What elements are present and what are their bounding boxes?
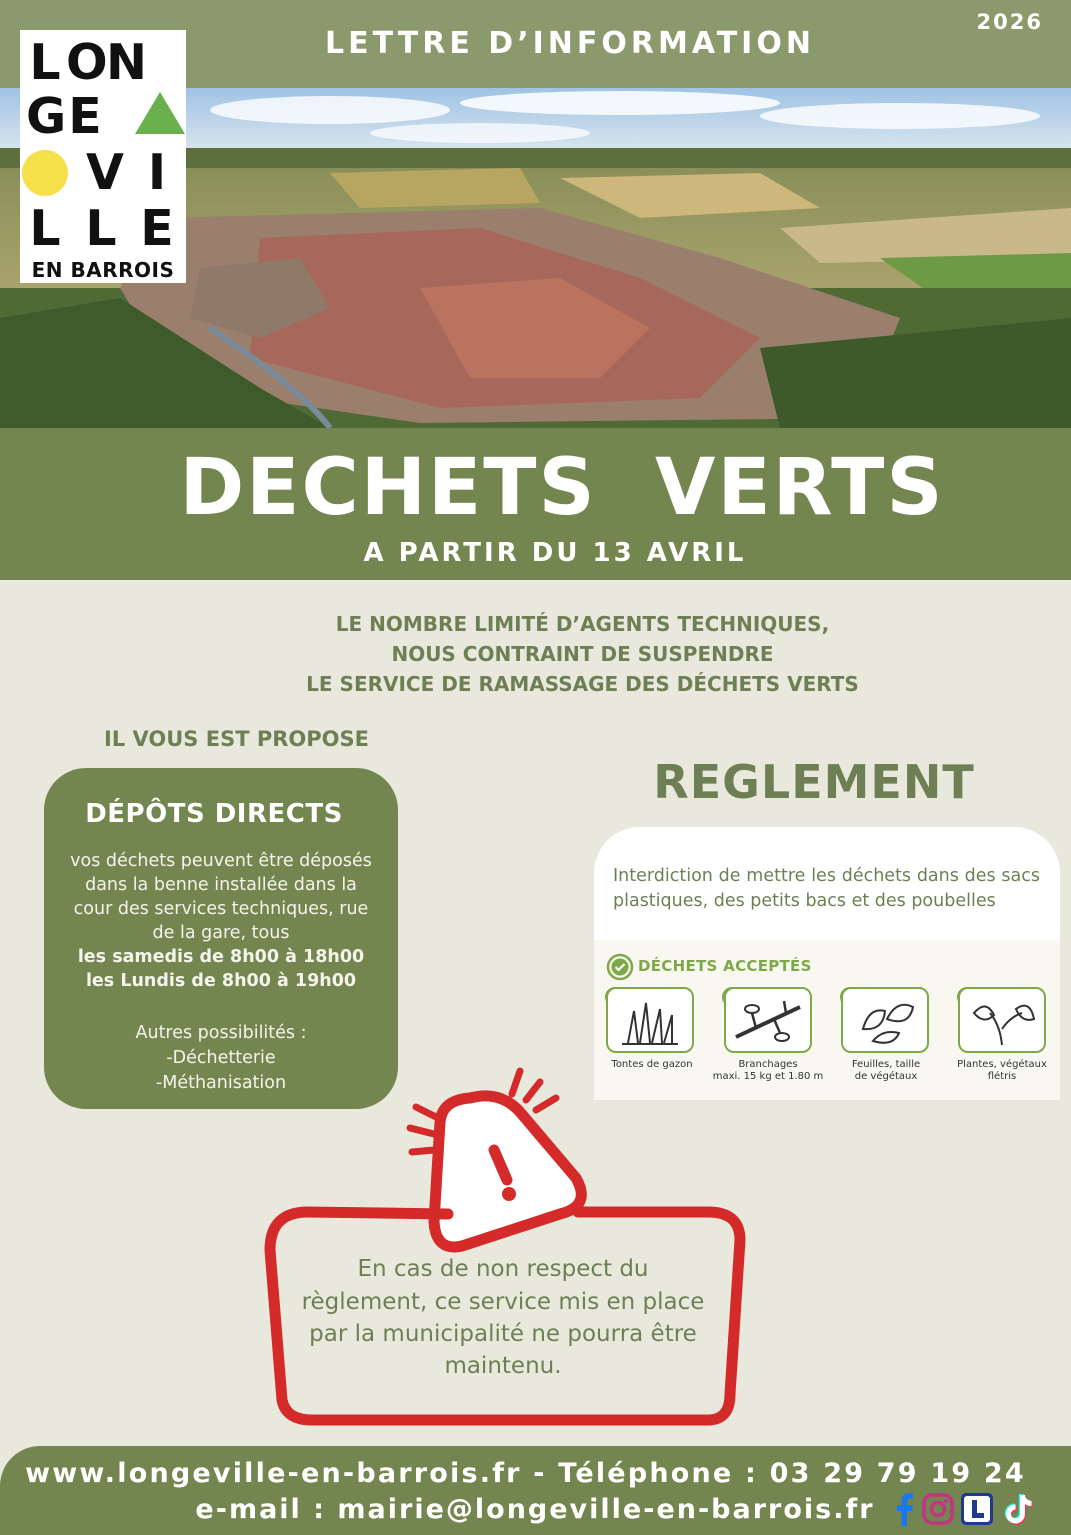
deposit-text-line: de la gare, tous [152, 923, 290, 943]
logo-letter: E [68, 88, 102, 145]
warning-text-line: par la municipalité ne pourra être [309, 1321, 697, 1347]
longeville-logo [20, 30, 186, 283]
logo-letter: L [29, 200, 61, 257]
deposit-text-line: dans la benne installée dans la [85, 875, 357, 895]
instagram-icon[interactable] [921, 1492, 955, 1526]
check-circle-icon [606, 953, 634, 981]
branch-icon [726, 989, 810, 1051]
l-app-icon[interactable] [960, 1492, 994, 1526]
logo-letter: G [26, 88, 67, 145]
logo-letter: V [86, 144, 124, 201]
intro-line: LE SERVICE DE RAMASSAGE DES DÉCHETS VERTS [306, 672, 859, 696]
deposit-text-line: vos déchets peuvent être déposés [70, 851, 372, 871]
footer-email[interactable]: e-mail : mairie@longeville-en-barrois.fr [195, 1494, 875, 1525]
waste-label: Branchages [738, 1059, 798, 1070]
facebook-icon[interactable] [888, 1492, 922, 1526]
direct-deposit-title: DÉPÔTS DIRECTS [85, 799, 343, 829]
reglement-text: Interdiction de mettre les déchets dans des sacs plastiques, des petits bacs et des poubelles [613, 866, 1040, 911]
intro-line: LE NOMBRE LIMITÉ D’AGENTS TECHNIQUES, [335, 612, 830, 636]
other-option-item: -Méthanisation [155, 1073, 287, 1093]
newsletter-title: LETTRE D’INFORMATION [325, 26, 815, 61]
year-label: 2026 [976, 10, 1043, 34]
reglement-title: REGLEMENT [653, 755, 975, 809]
logo-subtitle: EN BARROIS [31, 258, 175, 282]
branch-waste-box [724, 987, 812, 1053]
warning-triangle-icon [434, 1096, 581, 1247]
proposal-label: IL VOUS EST PROPOSE [104, 727, 369, 751]
warning-text-line: En cas de non respect du [357, 1256, 649, 1282]
warning-text-line: maintenu. [444, 1353, 562, 1379]
other-options-label: Autres possibilités : [135, 1023, 307, 1043]
deposit-text-line: cour des services techniques, rue [73, 899, 369, 919]
plant-icon [960, 989, 1044, 1051]
logo-letter: N [106, 34, 148, 91]
waste-label: flétris [987, 1071, 1017, 1082]
plant-waste-box [958, 987, 1046, 1053]
start-date-subtitle: A PARTIR DU 13 AVRIL [363, 538, 747, 568]
waste-label: Tontes de gazon [611, 1059, 693, 1070]
waste-label: de végétaux [854, 1071, 918, 1082]
logo-letter: L [85, 200, 117, 257]
tiktok-icon[interactable] [1004, 1492, 1038, 1526]
footer-website-phone[interactable]: www.longeville-en-barrois.fr - Téléphone : 03 29 79 19 24 [25, 1458, 1026, 1489]
waste-label: Plantes, végétaux [957, 1059, 1047, 1070]
other-option-item: -Déchetterie [166, 1048, 276, 1068]
logo-letter: L [29, 34, 61, 91]
logo-letter: O [66, 34, 108, 91]
waste-label: Feuilles, taille [851, 1059, 921, 1070]
logo-triangle-icon [134, 90, 186, 136]
logo-letter: E [140, 200, 174, 257]
schedule-monday: les Lundis de 8h00 à 19h00 [85, 971, 357, 991]
grass-icon [608, 989, 692, 1051]
logo-letter: I [147, 144, 167, 201]
waste-label: maxi. 15 kg et 1.80 m [712, 1071, 824, 1082]
warning-text-line: règlement, ce service mis en place [301, 1289, 705, 1315]
schedule-saturday: les samedis de 8h00 à 18h00 [77, 947, 365, 967]
accepted-waste-label: DÉCHETS ACCEPTÉS [638, 957, 812, 975]
leaves-waste-box [841, 987, 929, 1053]
intro-line: NOUS CONTRAINT DE SUSPENDRE [391, 642, 774, 666]
grass-waste-box [606, 987, 694, 1053]
leaves-icon [843, 989, 927, 1051]
main-title: DECHETS VERTS [179, 443, 945, 533]
